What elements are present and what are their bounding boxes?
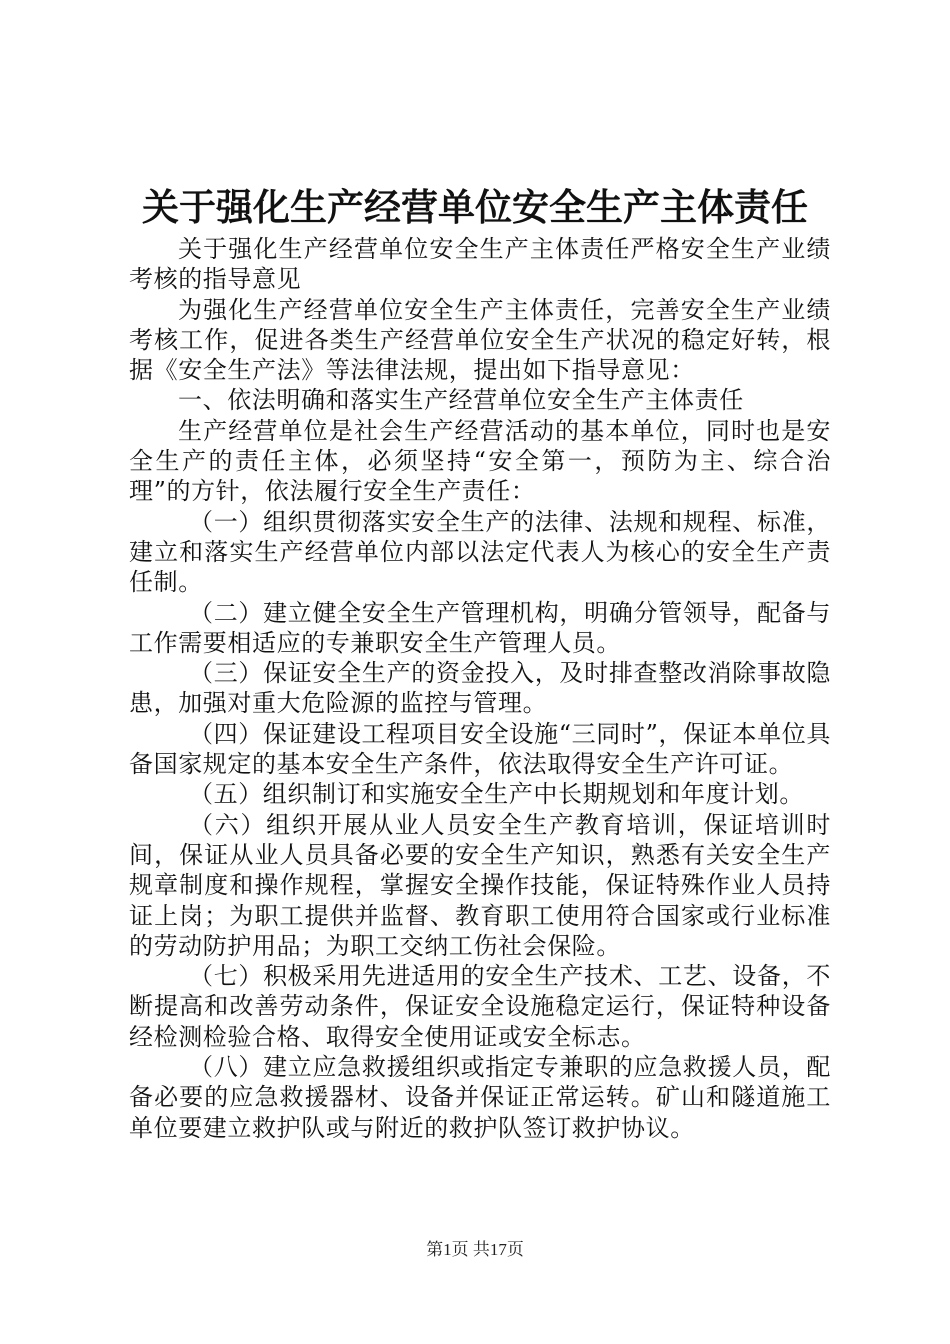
list-item-3: （三）保证安全生产的资金投入，及时排查整改消除事故隐患，加强对重大危险源的监控与管理。: [129, 659, 831, 718]
document-body: [129, 234, 831, 1143]
list-item-4: （四）保证建设工程项目安全设施“三同时”，保证本单位具备国家规定的基本安全生产条件，依法取得安全生产许可证。: [129, 719, 831, 779]
page-footer: [0, 1238, 950, 1262]
list-item-1: （一）组织贯彻落实安全生产的法律、法规和规程、标准，建立和落实生产经营单位内部以法定代表人为核心的安全生产责任制。: [129, 507, 831, 597]
list-item-5: （五）组织制订和实施安全生产中长期规划和年度计划。: [189, 780, 804, 809]
list-item-6: （六）组织开展从业人员安全生产教育培训，保证培训时间，保证从业人员具备必要的安全生产知识，熟悉有关安全生产规章制度和操作规程，掌握安全操作技能，保证特殊作业人员持证上岗；为职工提供并监督、教育职工使用符合国家或行业标准的劳动防护用品；为职工交纳工伤社会保险。: [129, 810, 831, 960]
page-title: 关于强化生产经营单位安全生产主体责任: [142, 186, 808, 229]
paragraph-intro: 为强化生产经营单位安全生产主体责任，完善安全生产业绩考核工作，促进各类生产经营单位安全生产状况的稳定好转，根据《安全生产法》等法律法规，提出如下指导意见：: [129, 295, 831, 385]
list-item-2: （二）建立健全安全生产管理机构，明确分管领导，配备与工作需要相适应的专兼职安全生产管理人员。: [129, 598, 831, 657]
list-item-8: （八）建立应急救援组织或指定专兼职的应急救援人员，配备必要的应急救援器材、设备并保证正常运转。矿山和隧道施工单位要建立救护队或与附近的救护队签订救护协议。: [129, 1053, 831, 1142]
paragraph-subtitle: 关于强化生产经营单位安全生产主体责任严格安全生产业绩考核的指导意见: [129, 235, 831, 294]
paragraph-section-1: 生产经营单位是社会生产经营活动的基本单位，同时也是安全生产的责任主体，必须坚持“安全第一，预防为主、综合治理”的方针，依法履行安全生产责任：: [129, 416, 831, 506]
section-heading-1: 一、依法明确和落实生产经营单位安全生产主体责任: [178, 386, 744, 415]
list-item-7: （七）积极采用先进适用的安全生产技术、工艺、设备，不断提高和改善劳动条件，保证安全设施稳定运行，保证特种设备经检测检验合格、取得安全使用证或安全标志。: [129, 962, 831, 1051]
page-number: 第1页 共17页: [426, 1240, 524, 1259]
